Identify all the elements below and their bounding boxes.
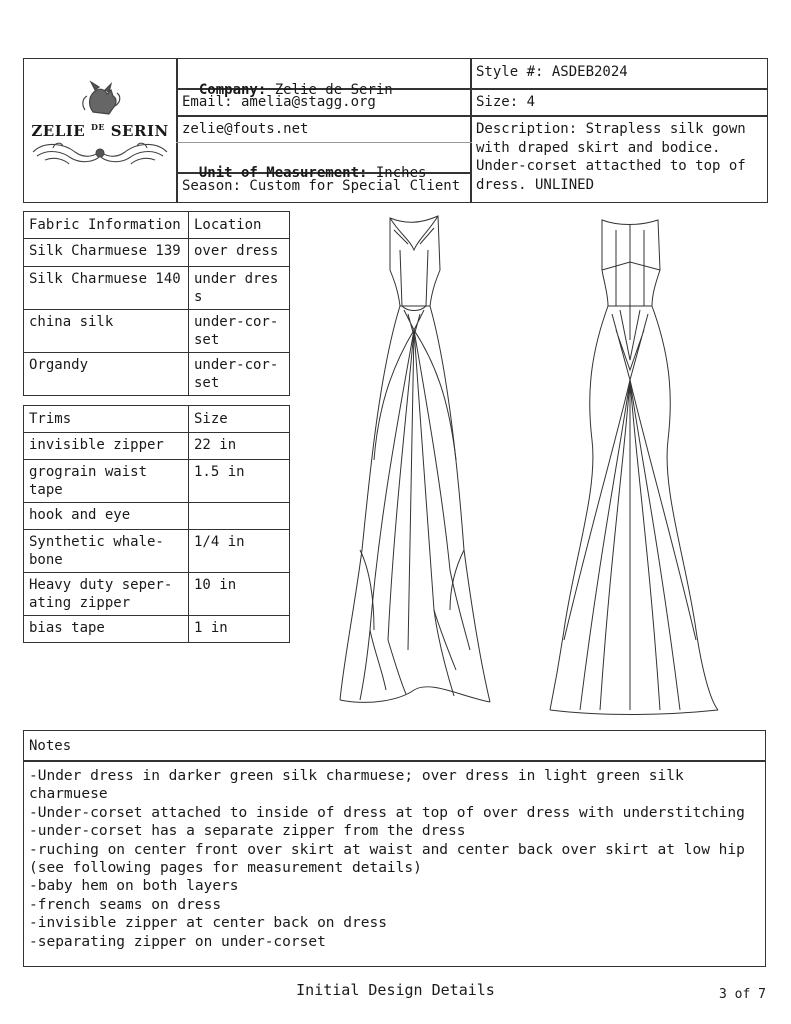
table-cell: 1/4 in [189, 530, 290, 573]
table-cell: over dress [189, 239, 290, 267]
style-number-field: Style #: ASDEB2024 [476, 64, 628, 80]
size-field: Size: 4 [476, 94, 536, 110]
table-row [24, 530, 290, 573]
notes-title: Notes [29, 738, 72, 754]
table-row [24, 460, 290, 503]
list-item: -baby hem on both layers [29, 878, 239, 895]
table-cell: hook and eye [24, 503, 189, 530]
notes-list [29, 767, 764, 951]
table-cell: bias tape [24, 616, 189, 643]
list-item: -french seams on dress [29, 896, 222, 913]
table-row [24, 353, 290, 396]
brand-name: ZELIE $^{DE}$ SERIN [31, 122, 169, 140]
table-cell: 1.5 in [189, 460, 290, 503]
table-row [24, 616, 290, 643]
list-item: (see following pages for measurement details) [29, 860, 422, 877]
list-item: -Under dress in darker green silk charmuese; over dress in light green silk charmuese [29, 768, 684, 803]
gown-front-sketch [330, 210, 500, 710]
table-header-row [24, 406, 290, 433]
fabric-table [23, 211, 290, 396]
list-item: -invisible zipper at center back on dress [29, 915, 387, 932]
list-item: -separating zipper on under-corset [29, 933, 326, 950]
table-header-row [24, 212, 290, 239]
page-title: Initial Design Details [296, 981, 495, 999]
table-cell: under-cor-set [189, 353, 290, 396]
table-cell: 22 in [189, 433, 290, 460]
table-cell: china silk [24, 310, 189, 353]
table-cell: invisible zipper [24, 433, 189, 460]
table-cell: Silk Charmuese 140 [24, 267, 189, 310]
table-cell: Heavy duty seper-ating zipper [24, 573, 189, 616]
table-row [24, 239, 290, 267]
season-field: Season: Custom for Special Client [182, 178, 461, 194]
brand-logo [25, 60, 175, 200]
table-row [24, 573, 290, 616]
table-header-cell: Size [189, 406, 290, 433]
email-field-secondary: zelie@fouts.net [182, 121, 309, 137]
notes-divider [23, 760, 766, 762]
list-item: -ruching on center front over skirt at waist and center back over skirt at low hip [29, 841, 745, 858]
table-cell: grograin waist tape [24, 460, 189, 503]
description-field: Description: Strapless silk gown with draped skirt and bodice. Under-corset attacthed to top of dress. UNLINED [476, 121, 755, 193]
table-header-cell: Location [189, 212, 290, 239]
table-row [24, 310, 290, 353]
table-cell: under-cor-set [189, 310, 290, 353]
email-field: Email: amelia@stagg.org [182, 94, 376, 110]
table-header-cell: Fabric Information [24, 212, 189, 239]
list-item: -under-corset has a separate zipper from the dress [29, 823, 466, 840]
table-row [24, 503, 290, 530]
table-cell: 10 in [189, 573, 290, 616]
table-cell [189, 503, 290, 530]
table-cell: 1 in [189, 616, 290, 643]
list-item: -Under-corset attached to inside of dress at top of over dress with understitching [29, 804, 745, 821]
table-header-cell: Trims [24, 406, 189, 433]
table-cell: Synthetic whale-bone [24, 530, 189, 573]
table-cell: Organdy [24, 353, 189, 396]
gown-back-sketch [540, 210, 730, 720]
company-field: Company: Zelie de Serin [198, 82, 393, 98]
page-number: 3 of 7 [719, 987, 766, 1002]
table-row [24, 433, 290, 460]
table-cell: under dress [189, 267, 290, 310]
table-row [24, 267, 290, 310]
table-cell: Silk Charmuese 139 [24, 239, 189, 267]
unit-of-measurement-field: Unit of Measurement: Inches [198, 165, 427, 181]
trims-table [23, 405, 290, 643]
